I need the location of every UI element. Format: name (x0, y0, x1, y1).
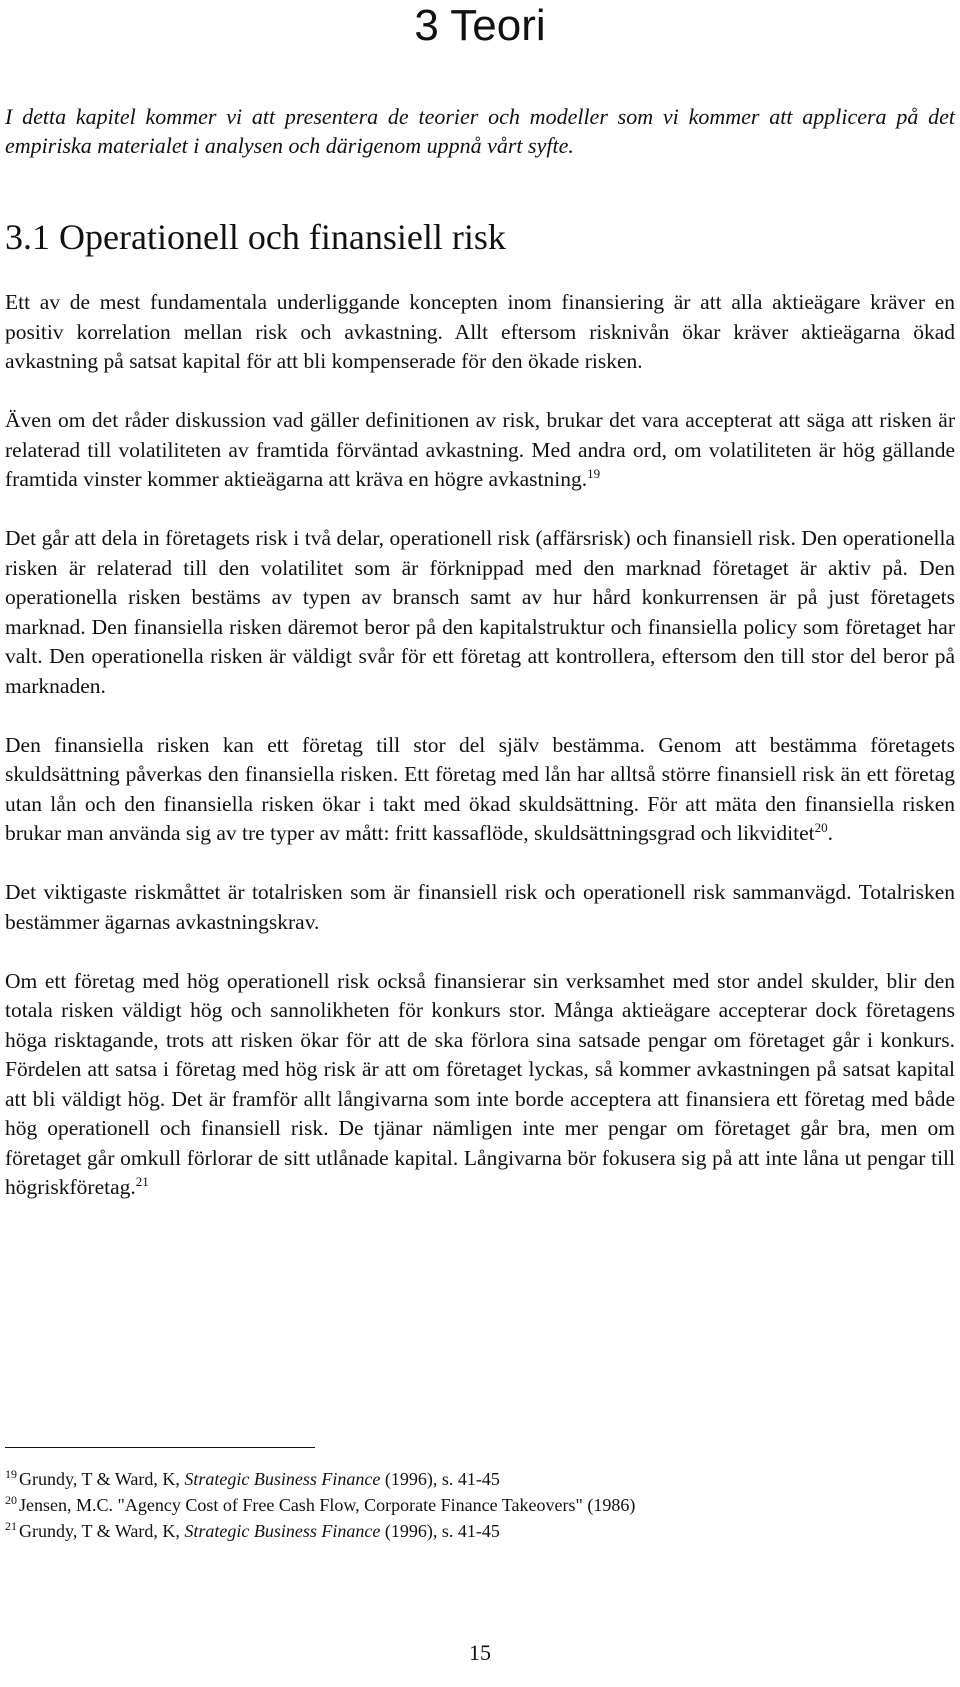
section-body (5, 288, 955, 1232)
footnote-book-title: Strategic Business Finance (184, 1521, 381, 1541)
paragraph-5 (5, 878, 955, 937)
footnote-number: 19 (5, 1467, 17, 1481)
footnote-ref: 20 (814, 819, 828, 835)
footnote-text-end: (1996), s. 41-45 (380, 1469, 500, 1489)
paragraph-4 (5, 731, 955, 849)
footnote-21 (5, 1518, 635, 1544)
footnote-number: 21 (5, 1519, 17, 1533)
paragraph-text-end: . (827, 821, 833, 845)
chapter-intro: I detta kapitel kommer vi att presentera de teorier och modeller som vi kommer att applicera på det empiriska materialet i analysen och därigenom uppnå vårt syfte. (5, 104, 955, 158)
paragraph-6 (5, 967, 955, 1203)
footnote-text: Grundy, T & Ward, K, (19, 1521, 185, 1541)
footnote-ref: 21 (135, 1173, 149, 1189)
footnote-20 (5, 1492, 635, 1518)
paragraph-text: Ett av de mest fundamentala underliggande koncepten inom finansiering är att alla aktieägare kräver en positiv korrelation mellan risk och avkastning. Allt eftersom risknivån ökar kräver aktieägarna ökad avkastning på satsat kapital för att bli kompenserade för den ökade risken. (5, 290, 955, 373)
footnote-book-title: Strategic Business Finance (184, 1469, 381, 1489)
footnote-19 (5, 1466, 635, 1492)
paragraph-text: Det viktigaste riskmåttet är totalrisken som är finansiell risk och operationell risk sammanvägd. Totalrisken bestämmer ägarnas avkastningskrav. (5, 880, 955, 934)
paragraph-text: Om ett företag med hög operationell risk också finansierar sin verksamhet med stor andel skulder, blir den totala risken väldigt hög och sannolikheten för konkurs stor. Många aktieägare accepterar dock företagens höga risktagande, trots att risken ökar för att de ska förlora sina satsade pengar om företaget går i konkurs. Fördelen att satsa i företag med hög risk är att om företaget lyckas, så kommer avkastningen på satsat kapital att bli väldigt hög. Det är framför allt långivarna som inte borde acceptera att finansiera ett företag med både hög operationell och finansiell risk. De tjänar nämligen inte mer pengar om företaget går bra, men om företaget går omkull förlorar de sitt utlånade kapital. Långivarna bör fokusera sig på att inte låna ut pengar till högriskföretag. (5, 968, 955, 1199)
chapter-title: 3 Teori (414, 1, 546, 50)
footnote-divider (5, 1447, 315, 1448)
footnote-number: 20 (5, 1493, 17, 1507)
footnote-text: Grundy, T & Ward, K, (19, 1469, 185, 1489)
footnote-text-end: (1996), s. 41-45 (380, 1521, 500, 1541)
paragraph-2 (5, 406, 955, 495)
footnote-text: Jensen, M.C. "Agency Cost of Free Cash Flow, Corporate Finance Takeovers" (1986) (19, 1495, 636, 1515)
paragraph-text: Det går att dela in företagets risk i två delar, operationell risk (affärsrisk) och finansiell risk. Den operationella risken är relaterad till den volatilitet som är förknippad med den marknad företaget är aktiv på. Den operationella risken bestäms av typen av bransch samt av hur hård konkurrensen är på just företagets marknad. Den finansiella risken däremot beror på den kapitalstruktur och finansiella policy som företaget har valt. Den operationella risken är väldigt svår för ett företag att kontrollera, eftersom den till stor del beror på marknaden. (5, 526, 955, 698)
paragraph-text: Den finansiella risken kan ett företag till stor del själv bestämma. Genom att bestämma företagets skuldsättning påverkas den finansiella risken. Ett företag med lån har alltså större finansiell risk än ett företag utan lån och den finansiella risken ökar i takt med ökad skuldsättning. För att mäta den finansiella risken brukar man använda sig av tre typer av mått: fritt kassaflöde, skuldsättningsgrad och likviditet (5, 732, 955, 845)
paragraph-3 (5, 524, 955, 701)
footnotes (5, 1466, 635, 1544)
page-number: 15 (469, 1640, 491, 1665)
paragraph-1 (5, 288, 955, 377)
paragraph-text: Även om det råder diskussion vad gäller definitionen av risk, brukar det vara accepterat att säga att risken är relaterad till volatiliteten av framtida förväntad avkastning. Med andra ord, om volatiliteten är hög gällande framtida vinster kommer aktieägarna att kräva en högre avkastning. (5, 408, 955, 491)
footnote-ref: 19 (587, 465, 601, 481)
section-title: 3.1 Operationell och finansiell risk (5, 217, 506, 257)
